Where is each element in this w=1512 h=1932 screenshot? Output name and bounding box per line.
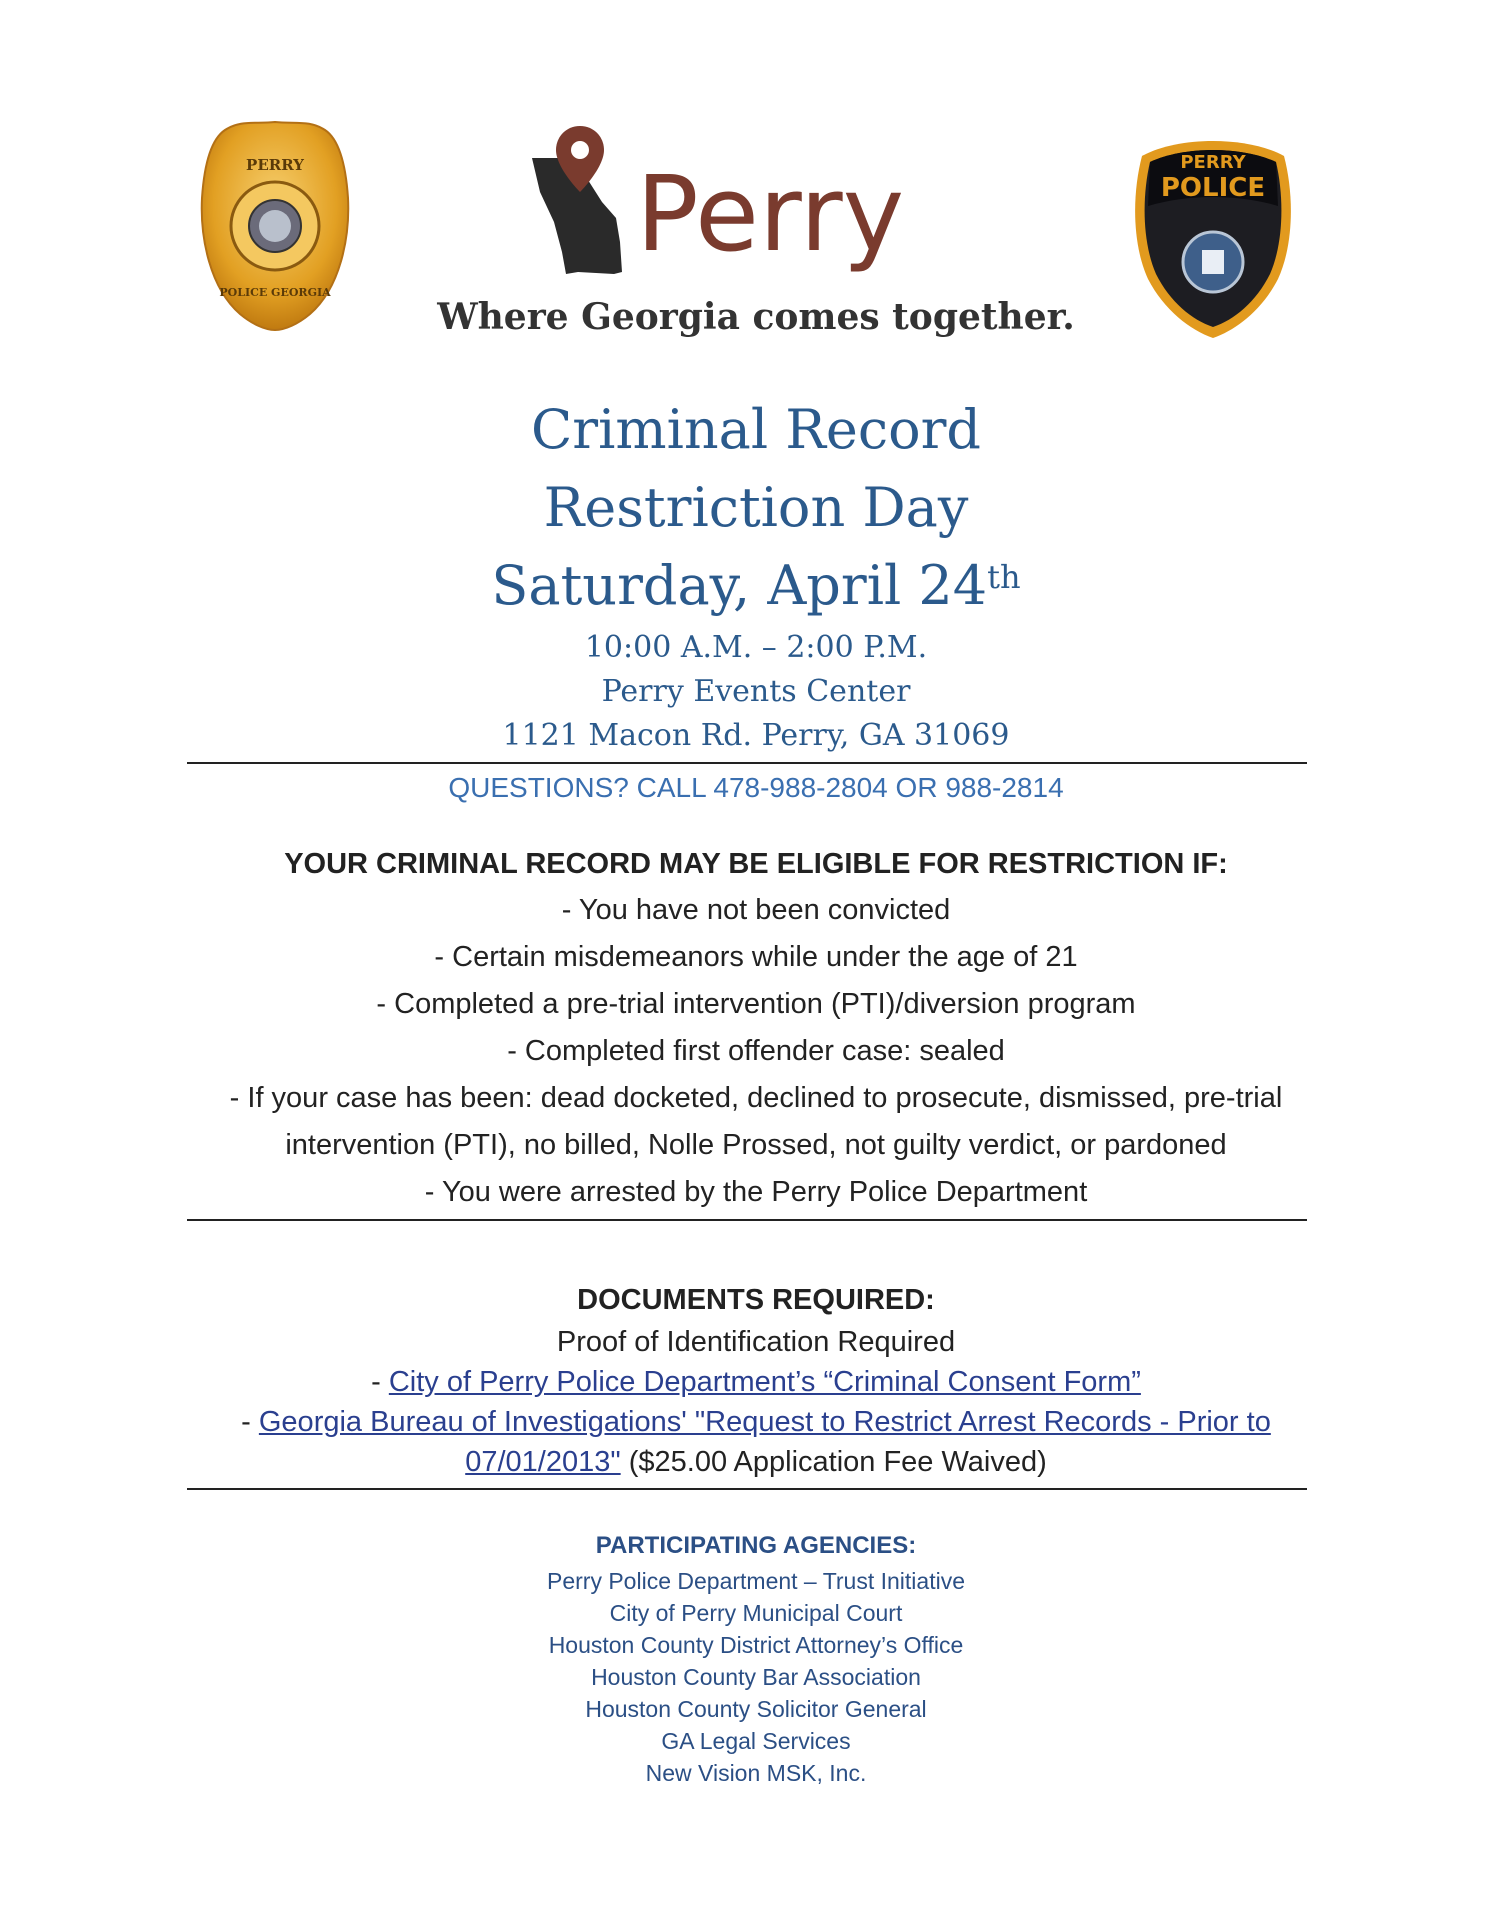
divider [187, 1488, 1307, 1490]
document-line [0, 1406, 1512, 1439]
event-title-line1: Criminal Record [530, 398, 982, 461]
eligibility-item: - You were arrested by the Perry Police Department [424, 1176, 1088, 1208]
eligibility-item: - Completed a pre-trial intervention (PTI)/diversion program [376, 988, 1136, 1020]
document-prefix: - [241, 1406, 259, 1438]
eligibility-item: - You have not been convicted [561, 894, 951, 926]
eligibility-item: intervention (PTI), no billed, Nolle Prossed, not guilty verdict, or pardoned [285, 1129, 1227, 1161]
patch-text-line2: POLICE [1160, 173, 1266, 203]
agency-item: New Vision MSK, Inc. [645, 1760, 867, 1786]
georgia-map-pin-icon [532, 126, 622, 274]
eligibility-heading: YOUR CRIMINAL RECORD MAY BE ELIGIBLE FOR RESTRICTION IF: [284, 848, 1228, 880]
logo-tagline: Where Georgia comes together. [437, 296, 1075, 338]
application-fee-note: ($25.00 Application Fee Waived) [620, 1446, 1047, 1478]
badge-text-top: PERRY [246, 156, 304, 174]
eligibility-item: - If your case has been: dead docketed, declined to prosecute, dismissed, pre-trial [229, 1082, 1283, 1114]
divider [187, 1219, 1307, 1221]
event-date-suffix: th [987, 558, 1021, 596]
event-address: 1121 Macon Rd. Perry, GA 31069 [502, 718, 1010, 753]
criminal-consent-form-link[interactable]: City of Perry Police Department’s “Criminal Consent Form” [388, 1366, 1141, 1398]
eligibility-item: - Certain misdemeanors while under the age of 21 [434, 941, 1078, 973]
event-date [0, 554, 1512, 617]
eligibility-item: - Completed first offender case: sealed [507, 1035, 1005, 1067]
event-date-text: Saturday, April 24 [491, 554, 988, 617]
agency-item: Houston County District Attorney’s Office [548, 1632, 964, 1658]
gbi-restrict-records-link-cont[interactable]: 07/01/2013" [465, 1446, 621, 1478]
event-title-line2: Restriction Day [543, 476, 969, 539]
agency-item: City of Perry Municipal Court [609, 1600, 903, 1626]
event-time: 10:00 A.M. – 2:00 P.M. [584, 630, 928, 665]
document-prefix: - [371, 1366, 389, 1398]
police-patch-icon [1128, 134, 1298, 340]
documents-heading: DOCUMENTS REQUIRED: [577, 1284, 935, 1316]
documents-proof: Proof of Identification Required [556, 1326, 956, 1358]
agency-item: Houston County Solicitor General [585, 1696, 927, 1722]
questions-contact: QUESTIONS? CALL 478-988-2804 OR 988-2814 [448, 772, 1064, 803]
agencies-heading: PARTICIPATING AGENCIES: [595, 1532, 917, 1559]
patch-text-line1: PERRY [1180, 152, 1246, 173]
badge-text-bottom: POLICE GEORGIA [219, 286, 331, 299]
agency-item: Perry Police Department – Trust Initiative [547, 1568, 965, 1594]
perry-logo [528, 122, 948, 292]
document-line [0, 1366, 1512, 1399]
gbi-restrict-records-link[interactable]: Georgia Bureau of Investigations' "Request to Restrict Arrest Records - Prior to [258, 1406, 1271, 1438]
divider [187, 762, 1307, 764]
agency-item: Houston County Bar Association [591, 1664, 921, 1690]
perry-wordmark: Perry [636, 153, 905, 275]
agency-item: GA Legal Services [661, 1728, 851, 1754]
document-line [0, 1446, 1512, 1479]
event-venue: Perry Events Center [601, 674, 911, 709]
